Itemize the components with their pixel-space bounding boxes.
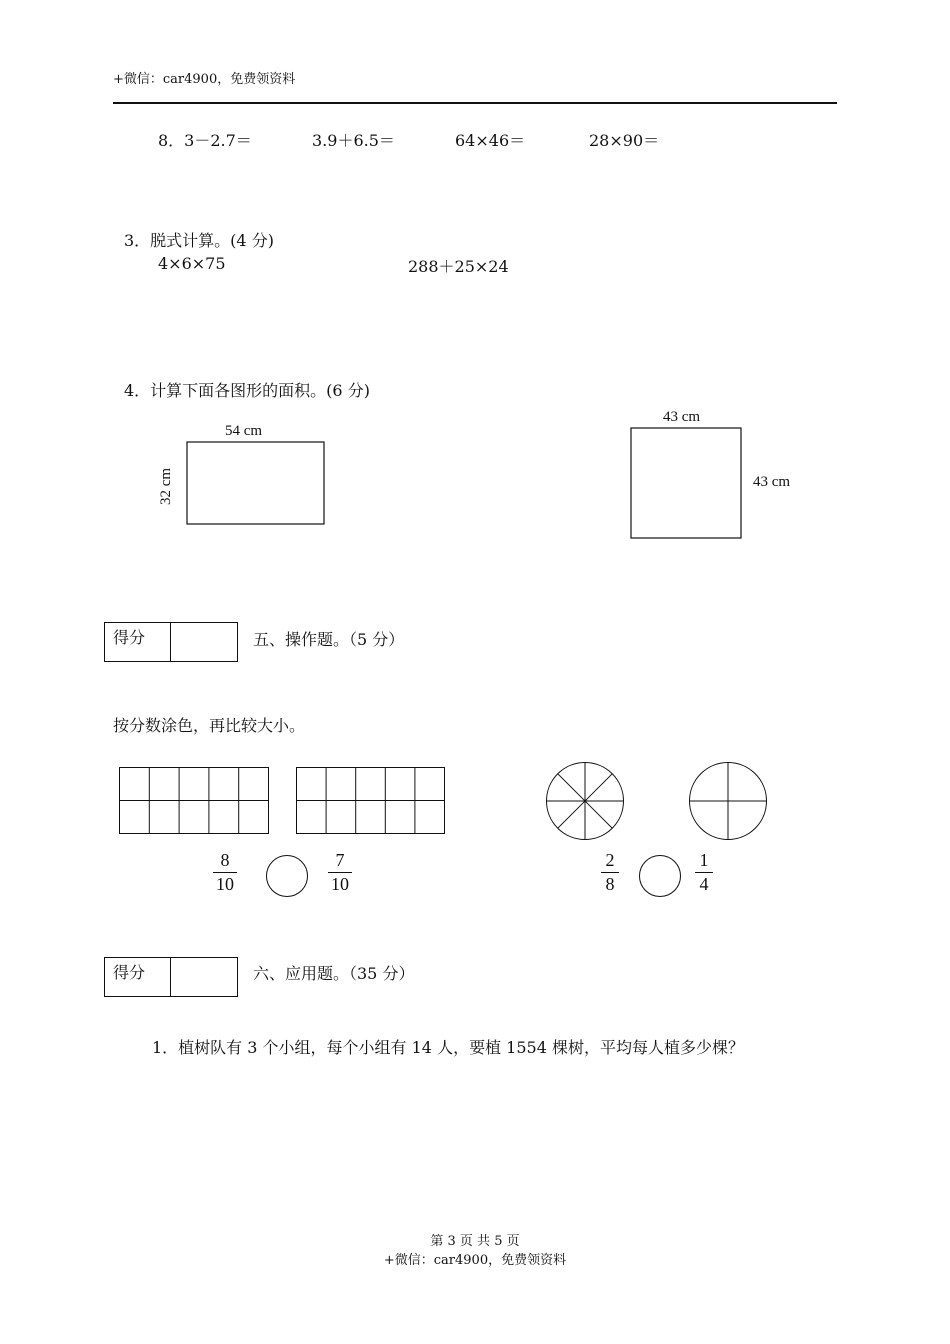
section6-title: 六、应用题。（35 分） [253,964,415,983]
section5-title: 五、操作题。（5 分） [253,630,405,649]
fraction-denominator: 4 [699,874,709,894]
fraction-numerator: 7 [335,850,345,870]
circle-quarters [690,763,767,840]
rect-side-label: 32 cm [158,467,175,506]
rect-top-label: 54 cm [225,423,263,439]
circle-eighths [547,763,624,840]
compare-circle-2[interactable] [639,855,681,897]
fraction-denominator: 8 [605,874,615,894]
fraction-2-8 [601,850,619,895]
square-shape [631,428,741,538]
rectangle-shape [187,442,324,524]
header-watermark: +微信：car4900，免费领资料 [113,72,296,87]
q3-expr-1: 4×6×75 [158,254,226,273]
section6-q1: 1．植树队有 3 个小组，每个小组有 14 人，要植 1554 棵树，平均每人植多少棵？ [152,1038,744,1057]
page-number: 第 3 页 共 5 页 [430,1234,520,1249]
score-label: 得分 [105,958,171,996]
q3-title: 3．脱式计算。(4 分) [124,231,274,250]
grid-7-10 [297,768,445,834]
fraction-shapes [0,750,950,950]
q4-title: 4．计算下面各图形的面积。(6 分) [124,381,370,400]
fraction-1-4 [695,850,713,895]
fraction-7-10 [328,850,352,895]
calc-item-1: 8．3－2.7＝ [158,131,252,150]
fraction-denominator: 10 [216,874,234,894]
score-label: 得分 [105,623,171,661]
calc-item-2: 3.9＋6.5＝ [312,131,395,150]
calc-item-4: 28×90＝ [589,131,660,150]
score-box-6 [104,957,238,997]
square-top-label: 43 cm [663,409,701,425]
score-box-5 [104,622,238,662]
q4-shapes [0,0,950,600]
footer-watermark: +微信：car4900，免费领资料 [383,1253,567,1268]
score-input-cell[interactable] [171,623,237,661]
section5-instruction: 按分数涂色，再比较大小。 [113,716,306,735]
fraction-denominator: 10 [331,874,349,894]
calc-item-3: 64×46＝ [455,131,526,150]
q3-expr-2: 288＋25×24 [408,257,509,276]
score-input-cell[interactable] [171,958,237,996]
fraction-8-10 [213,850,237,895]
compare-circle-1[interactable] [266,855,308,897]
square-side-label: 43 cm [753,474,791,490]
fraction-numerator: 1 [699,850,709,870]
fraction-numerator: 2 [605,850,615,870]
grid-8-10 [120,768,269,834]
fraction-numerator: 8 [220,850,230,870]
